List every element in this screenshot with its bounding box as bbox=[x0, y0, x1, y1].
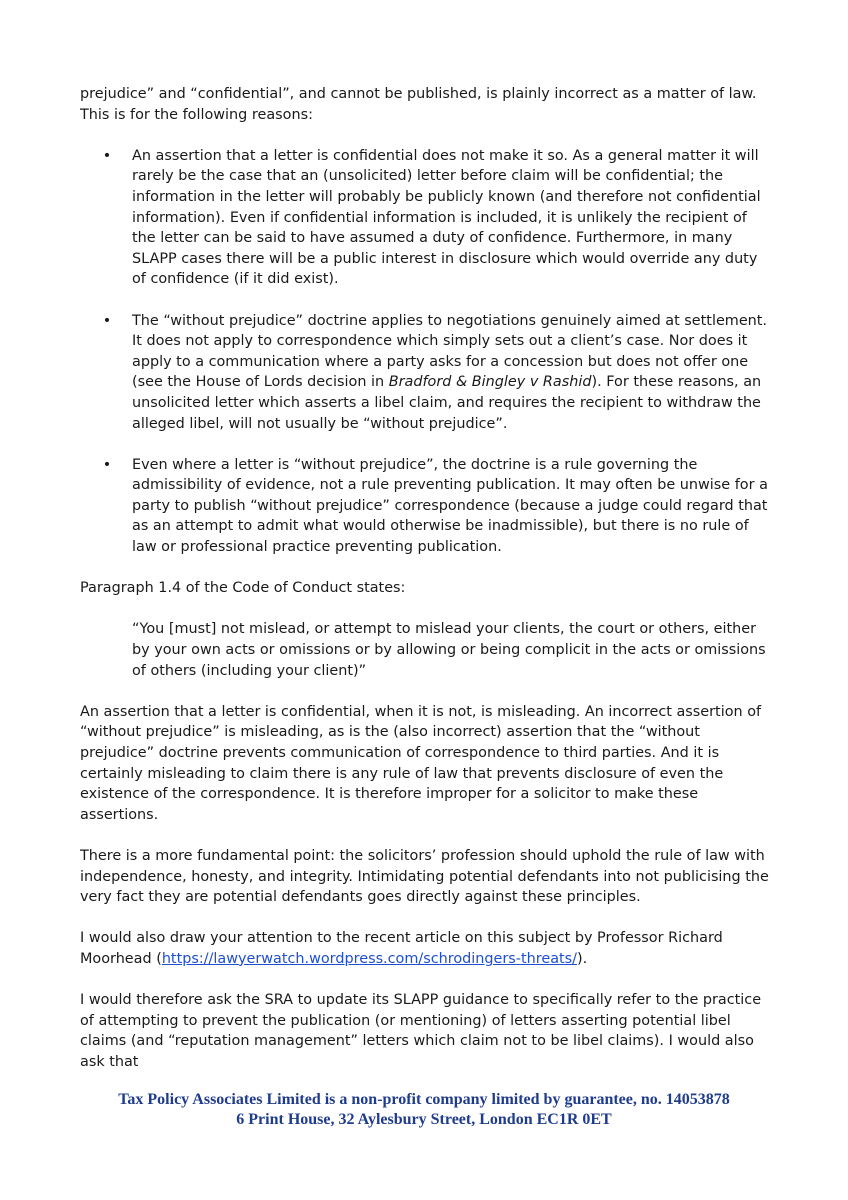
request-paragraph: I would therefore ask the SRA to update its SLAPP guidance to specifically refer to the practice of attempting to prevent the publication (or mentioning) of letters asserting potential libel claims (and “reputation management” letters which claim not to be libel claims). I would also ask that bbox=[80, 992, 762, 1070]
code-quote: “You [must] not mislead, or attempt to mislead your clients, the court or others, either by your own acts or omissions or by allowing or being complicit in the acts or omissions of others (including your client)” bbox=[132, 621, 766, 679]
spacer bbox=[80, 681, 770, 702]
bullet-text: Even where a letter is “without prejudice”, the doctrine is a rule governing the admissibility of evidence, not a rule preventing publication. It may often be unwise for a party to publish “without prejudice” correspondence (because a judge could regard that as an attempt to admit what would otherwise be inadmissible), but there is no rule of law or professional practice preventing publication. bbox=[132, 456, 768, 556]
spacer bbox=[80, 908, 770, 929]
reasons-list bbox=[80, 146, 770, 558]
bullet-icon: • bbox=[102, 147, 112, 164]
case-name: Bradford & Bingley v Rashid bbox=[388, 374, 592, 391]
bullet-text bbox=[132, 313, 767, 432]
bullet-text-start: The “without prejudice” doctrine applies to negotiations genuinely aimed at settlement. It does not apply to correspondence which simply sets out a client’s case. Nor does it apply to a communication where a party asks for a concession but does not offer one (see the House of Lords decision in bbox=[132, 312, 768, 391]
misleading-paragraph: An assertion that a letter is confidential, when it is not, is misleading. An incorrect assertion of “without prejudice” is misleading, as is the (also incorrect) assertion that the “without prejudice” doctrine prevents communication of correspondence to third parties. And it is certainly misleading to claim there is any rule of law that prevents disclosure of even the existence of the correspondence. It is therefore improper for a solicitor to make these assertions. bbox=[80, 703, 762, 823]
fundamental-point-paragraph: There is a more fundamental point: the solicitors’ profession should uphold the rule of law with independence, honesty, and integrity. Intimidating potential defendants into not publicising the very fact they are potential defendants goes directly against these principles. bbox=[80, 847, 769, 906]
bullet-text: An assertion that a letter is confidential does not make it so. As a general matter it will rarely be the case that an (unsolicited) letter before claim will be confidential; the information in the letter will probably be publicly known (and therefore not confidential information). Even if confidential information is included, it is unlikely the recipient of the letter can be said to have assumed a duty of confidence. Furthermore, in many SLAPP cases there will be a public interest in disclosure which would override any duty of confidence (if it did exist). bbox=[132, 147, 761, 288]
code-of-conduct-paragraph: Paragraph 1.4 of the Code of Conduct states: bbox=[80, 580, 406, 597]
article-text-end: ). bbox=[577, 950, 588, 967]
list-item bbox=[80, 146, 770, 290]
spacer bbox=[80, 825, 770, 846]
footer-company-line: Tax Policy Associates Limited is a non-profit company limited by guarantee, no. 14053878 bbox=[118, 1091, 730, 1108]
letter-body bbox=[80, 84, 770, 1073]
bullet-icon: • bbox=[102, 312, 112, 329]
footer-address-line: 6 Print House, 32 Aylesbury Street, London EC1R 0ET bbox=[236, 1111, 612, 1128]
intro-paragraph: prejudice” and “confidential”, and cannot be published, is plainly incorrect as a matter of law. This is for the following reasons: bbox=[80, 86, 757, 123]
list-item bbox=[80, 311, 770, 435]
bullet-icon: • bbox=[102, 456, 112, 473]
company-footer bbox=[0, 1090, 848, 1130]
bullet-text-end: ). For these reasons, an unsolicited letter which asserts a libel claim, and requires the recipient to withdraw the alleged libel, will not usually be “without prejudice”. bbox=[132, 374, 762, 432]
spacer bbox=[80, 125, 770, 146]
article-link[interactable]: https://lawyerwatch.wordpress.com/schrodingers-threats/ bbox=[161, 950, 578, 967]
spacer bbox=[80, 599, 770, 620]
list-item bbox=[80, 455, 770, 558]
article-paragraph bbox=[80, 928, 770, 969]
spacer bbox=[80, 970, 770, 991]
article-text: I would also draw your attention to the recent article on this subject by Professor Richard Moorhead ( bbox=[80, 930, 723, 967]
